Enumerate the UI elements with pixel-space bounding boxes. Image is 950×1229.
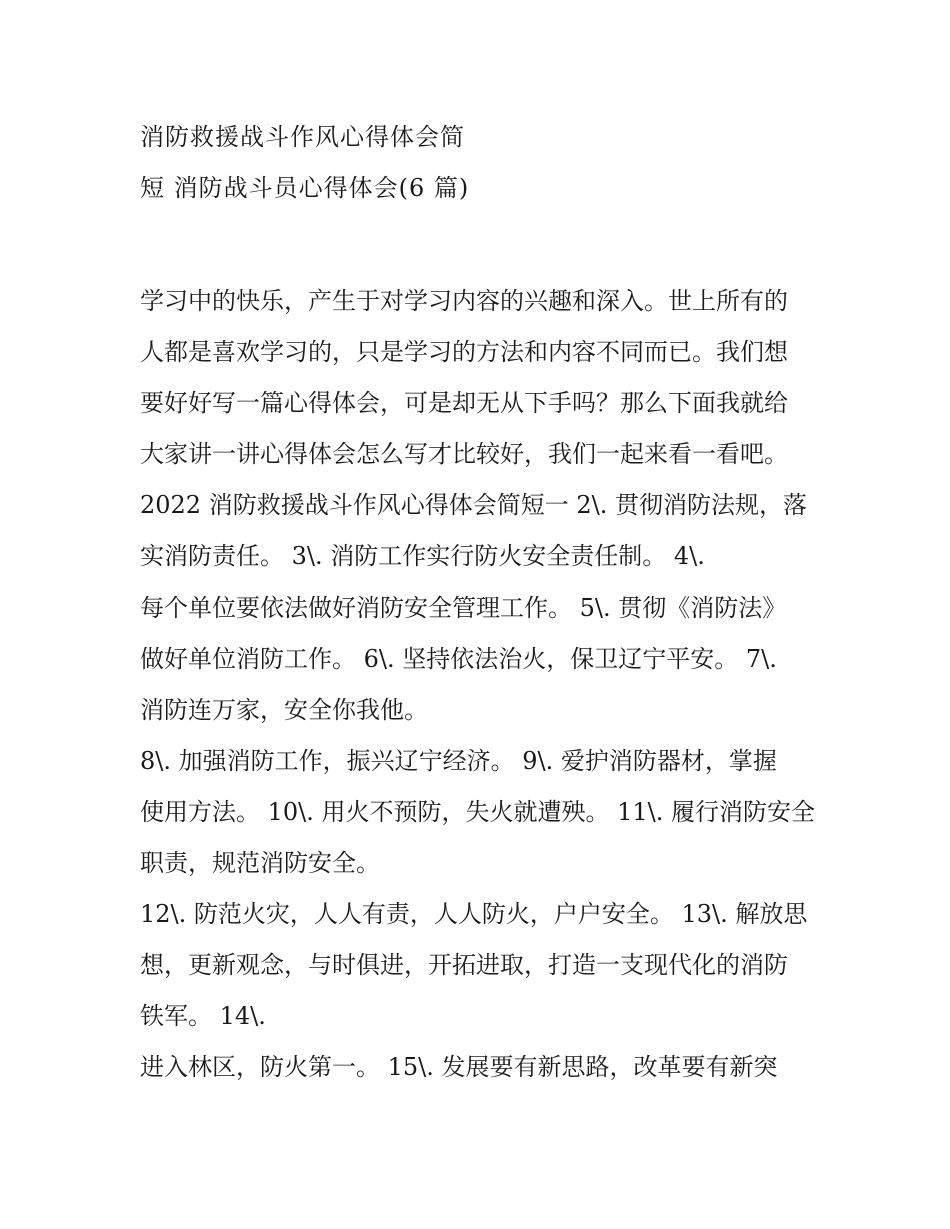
text-line: 消防连万家，安全你我他。 (140, 695, 428, 724)
document-body (140, 276, 830, 1094)
paragraph (140, 889, 830, 1042)
paragraph (140, 736, 830, 889)
text-line: 使用方法。 10\. 用火不预防，失火就遭殃。 11\. 履行消防安全 (140, 797, 816, 826)
paragraph (140, 583, 830, 736)
text-line: 2022 消防救援战斗作风心得体会简短一 2\. 贯彻消防法规，落 (140, 491, 807, 520)
text-line: 8\. 加强消防工作，振兴辽宁经济。 9\. 爱护消防器材，掌握 (140, 746, 777, 775)
text-line: 做好单位消防工作。 6\. 坚持依法治火，保卫辽宁平安。 7\. (140, 644, 777, 673)
text-line: 进入林区，防火第一。 15\. 发展要有新思路，改革要有新突 (140, 1053, 778, 1082)
text-line: 要好好写一篇心得体会，可是却无从下手吗？那么下面我就给 (140, 389, 788, 418)
paragraph (140, 1042, 830, 1093)
text-line: 大家讲一讲心得体会怎么写才比较好，我们一起来看一看吧。 (140, 440, 788, 469)
text-line: 人都是喜欢学习的，只是学习的方法和内容不同而已。我们想 (140, 338, 788, 367)
text-line: 想，更新观念，与时俱进，开拓进取，打造一支现代化的消防 (140, 951, 788, 980)
text-line: 职责，规范消防安全。 (140, 849, 380, 878)
text-line: 实消防责任。 3\. 消防工作实行防火安全责任制。 4\. (140, 542, 705, 571)
text-line: 每个单位要依法做好消防安全管理工作。 5\. 贯彻《消防法》 (140, 593, 787, 622)
document-title (140, 112, 820, 214)
text-line: 铁军。 14\. (140, 1002, 266, 1031)
title-line: 消防救援战斗作风心得体会简 (140, 123, 465, 151)
title-line: 短 消防战斗员心得体会(6 篇) (140, 174, 470, 203)
paragraph (140, 276, 830, 583)
text-line: 12\. 防范火灾，人人有责，人人防火，户户安全。 13\. 解放思 (140, 900, 808, 929)
text-line: 学习中的快乐，产生于对学习内容的兴趣和深入。世上所有的 (140, 287, 788, 315)
